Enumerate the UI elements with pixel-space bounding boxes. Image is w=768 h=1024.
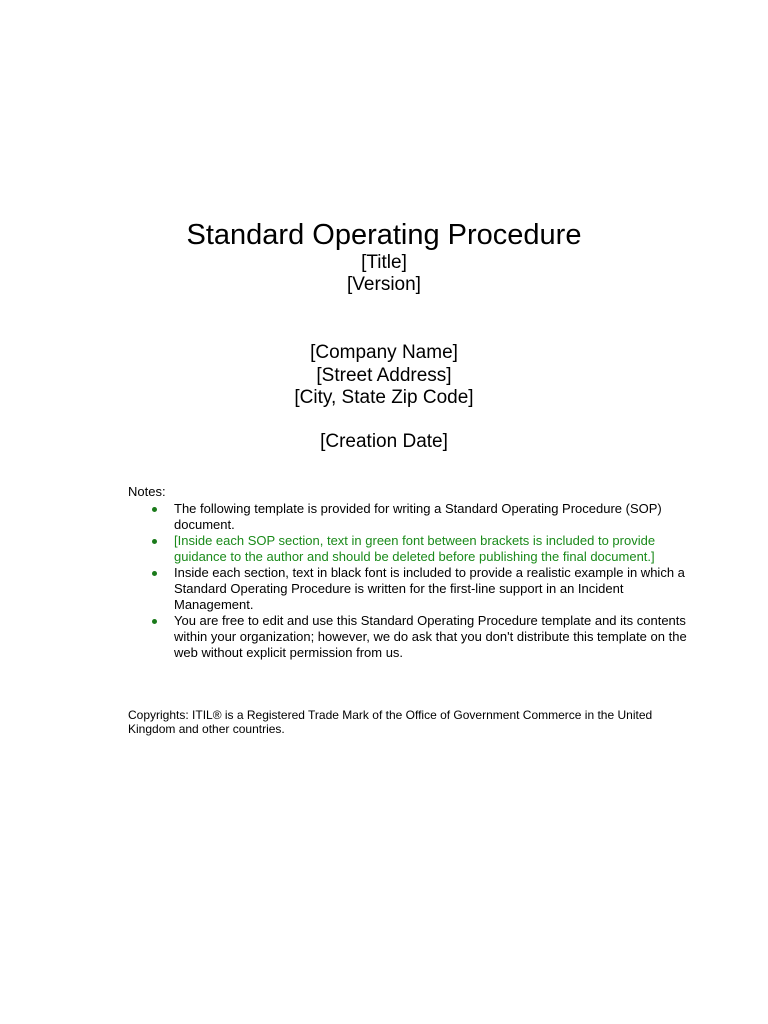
title-block <box>0 218 768 296</box>
list-item <box>128 501 688 533</box>
note-text: The following template is provided for writing a Standard Operating Procedure (SOP) document. <box>174 501 662 532</box>
company-block <box>0 342 768 410</box>
note-text: Inside each section, text in black font is included to provide a realistic example in which a Standard Operating Procedure is written for the first-line support in an Incident Management. <box>174 565 685 612</box>
copyright-notice: Copyrights: ITIL® is a Registered Trade Mark of the Office of Government Commerce in the United Kingdom and other countries. <box>128 708 653 736</box>
bullet-icon <box>152 619 157 624</box>
company-city-state-zip: [City, State Zip Code] <box>294 387 474 408</box>
document-title: Standard Operating Procedure <box>186 219 582 251</box>
note-text: You are free to edit and use this Standard Operating Procedure template and its contents within your organization; however, we do ask that you don't distribute this template on the web without explicit permission from us. <box>174 613 687 660</box>
bullet-icon <box>152 571 157 576</box>
company-name: [Company Name] <box>310 342 458 363</box>
note-text-guidance: [Inside each SOP section, text in green font between brackets is included to provide guidance to the author and should be deleted before publishing the final document.] <box>174 533 656 564</box>
list-item <box>128 613 688 661</box>
notes-list <box>128 501 688 661</box>
bullet-icon <box>152 507 157 512</box>
list-item <box>128 565 688 613</box>
document-version: [Version] <box>347 274 421 295</box>
document-subtitle-title: [Title] <box>361 252 407 273</box>
notes-section <box>128 484 688 661</box>
bullet-icon <box>152 539 157 544</box>
list-item <box>128 533 688 565</box>
company-street-address: [Street Address] <box>316 364 452 386</box>
creation-date: [Creation Date] <box>320 431 448 452</box>
notes-label: Notes: <box>128 484 166 499</box>
